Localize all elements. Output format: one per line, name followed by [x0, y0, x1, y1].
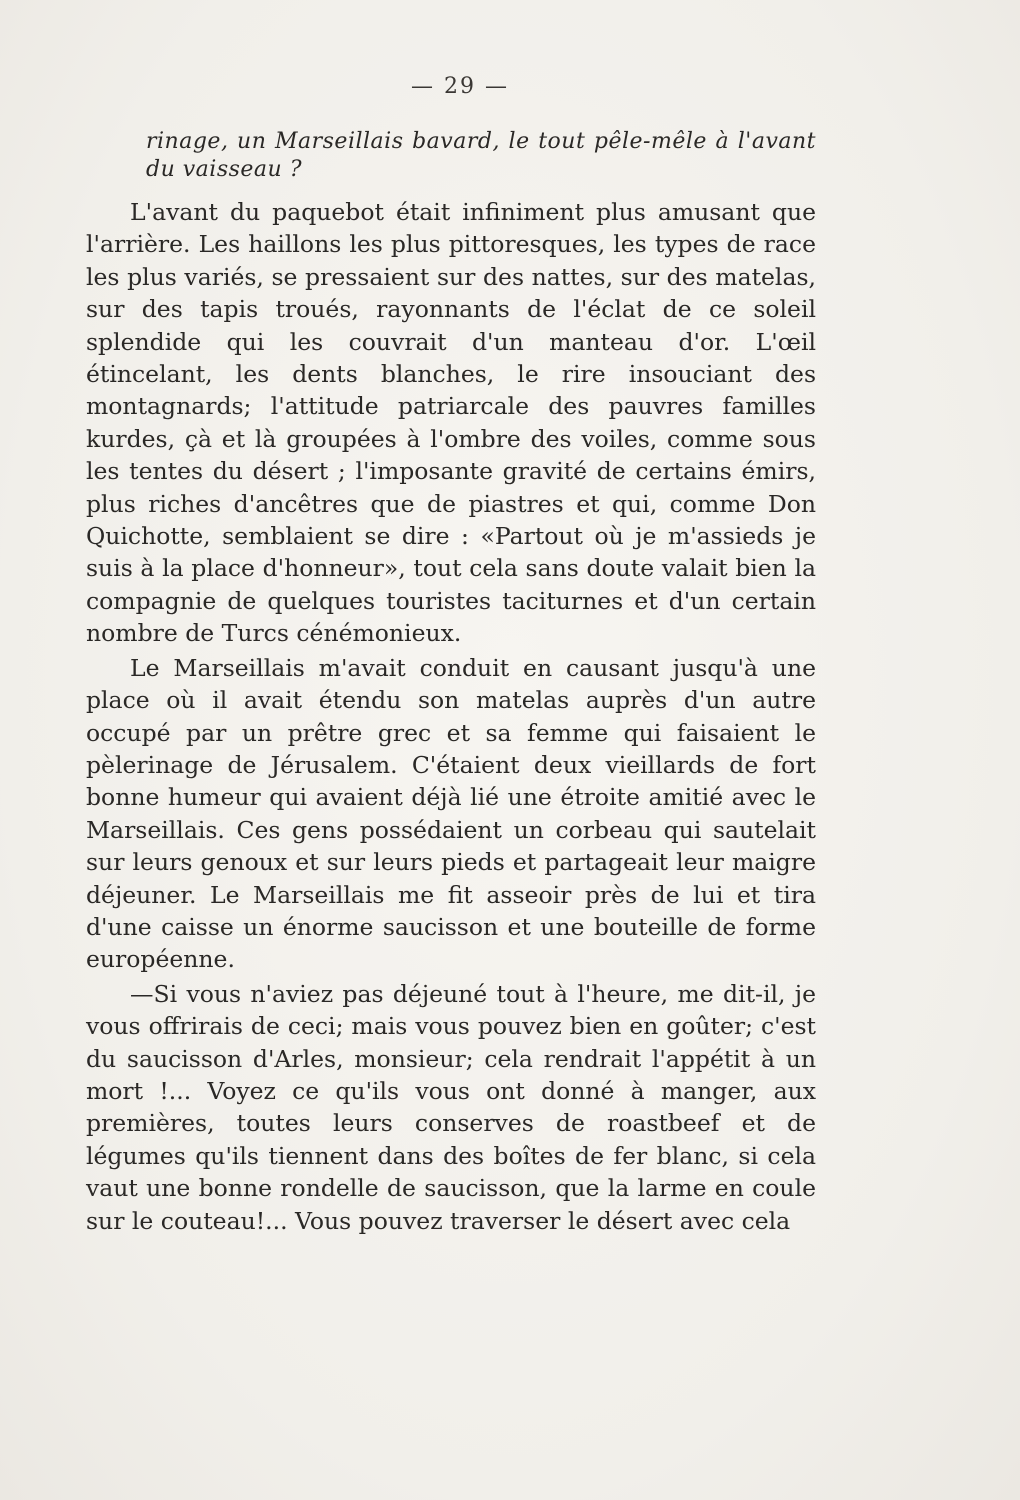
italic-continuation: rinage, un Marseillais bavard, le tout pêle-mêle à l'avant du vaisseau ?	[146, 129, 816, 182]
body-text	[86, 128, 816, 1239]
page-number: — 29 —	[411, 74, 509, 99]
paragraph-2: Le Marseillais m'avait conduit en causant jusqu'à une place où il avait étendu son matelas auprès d'un autre occupé par un prêtre grec et sa femme qui faisaient le pèlerinage de Jérusalem. C'étaient deux vieillards de fort bonne humeur qui avaient déjà lié une étroite amitié avec le Marseillais. Ces gens possédaient un corbeau qui sautelait sur leurs genoux et sur leurs pieds et partageait leur maigre déjeuner. Le Marseillais me fit asseoir près de lui et tira d'une caisse un énorme saucisson et une bouteille de forme européenne.	[86, 653, 816, 974]
paragraph-1: L'avant du paquebot était infiniment plus amusant que l'arrière. Les haillons les plus pittoresques, les types de race les plus variés, se pressaient sur des nattes, sur des matelas, sur des tapis troués, rayonnants de l'éclat de ce soleil splendide qui les couvrait d'un manteau d'or. L'œil étincelant, les dents blanches, le rire insouciant des montagnards; l'attitude patriarcale des pauvres familles kurdes, çà et là groupées à l'ombre des voiles, comme sous les tentes du désert ; l'imposante gravité de certains émirs, plus riches d'ancêtres que de piastres et qui, comme Don Quichotte, semblaient se dire : «Partout où je m'assieds je suis à la place d'honneur», tout cela sans doute valait bien la compagnie de quelques touristes taciturnes et d'un certain nombre de Turcs cénémonieux.	[86, 198, 816, 648]
paragraph-3: —Si vous n'aviez pas déjeuné tout à l'heure, me dit-il, je vous offrirais de ceci; mais vous pouvez bien en goûter; c'est du saucisson d'Arles, monsieur; cela rendrait l'appétit à un mort !... Voyez ce qu'ils vous ont donné à manger, aux premières, toutes leurs conserves de roastbeef et de légumes qu'ils tiennent dans des boîtes de fer blanc, si cela vaut une bonne rondelle de saucisson, que la larme en coule sur le couteau!... Vous pouvez traverser le désert avec cela	[86, 979, 816, 1235]
